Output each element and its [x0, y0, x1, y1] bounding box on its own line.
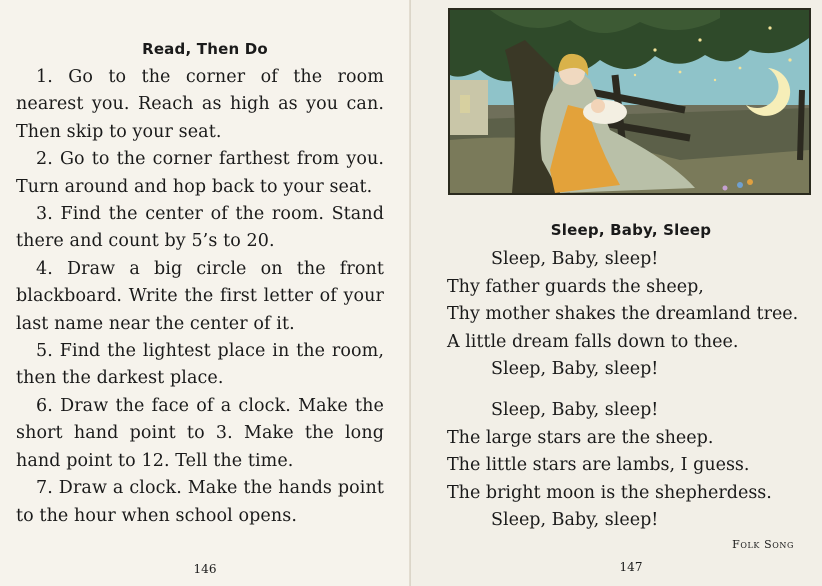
poem-title: Sleep, Baby, Sleep: [550, 221, 712, 239]
stanza-break: [447, 384, 819, 397]
instruction-list: [16, 64, 384, 530]
poem-line: A little dream falls down to thee.: [447, 331, 739, 352]
poem-line: The little stars are lambs, I guess.: [447, 455, 750, 476]
instruction-item: 6. Draw the face of a clock. Make the short hand point to 3. Make the long hand point to 12. Tell the time.: [16, 395, 384, 471]
page-number: 146: [193, 562, 217, 576]
poem: [447, 246, 819, 535]
poem-line: Sleep, Baby, sleep!: [491, 249, 659, 269]
instruction-item: 1. Go to the corner of the room nearest you. Reach as high as you can. Then skip to your seat.: [16, 67, 384, 142]
poem-line: Thy mother shakes the dreamland tree.: [447, 304, 799, 325]
instruction-item: 7. Draw a clock. Make the hands point to the hour when school opens.: [16, 478, 384, 526]
poem-line: Sleep, Baby, sleep!: [491, 510, 659, 531]
poem-credit: Folk Song: [732, 538, 794, 551]
poem-line: Thy father guards the sheep,: [447, 276, 704, 297]
instruction-item: 3. Find the center of the room. Stand there and count by 5’s to 20.: [16, 204, 384, 252]
right-page: [411, 0, 822, 586]
mother-and-baby-illustration: [448, 8, 811, 195]
poem-line: Sleep, Baby, sleep!: [491, 399, 659, 420]
poem-line: The large stars are the sheep.: [447, 427, 714, 448]
instruction-item: 4. Draw a big circle on the front blackboard. Write the first letter of your last name near the center of it.: [16, 258, 384, 334]
page-title: Read, Then Do: [142, 40, 268, 58]
poem-line: The bright moon is the shepherdess.: [447, 482, 772, 503]
left-page: [0, 0, 410, 586]
instruction-item: 5. Find the lightest place in the room, then the darkest place.: [16, 341, 384, 389]
instruction-item: 2. Go to the corner farthest from you. Turn around and hop back to your seat.: [16, 149, 384, 197]
poem-line: Sleep, Baby, sleep!: [491, 359, 659, 380]
page-number: 147: [619, 560, 643, 574]
